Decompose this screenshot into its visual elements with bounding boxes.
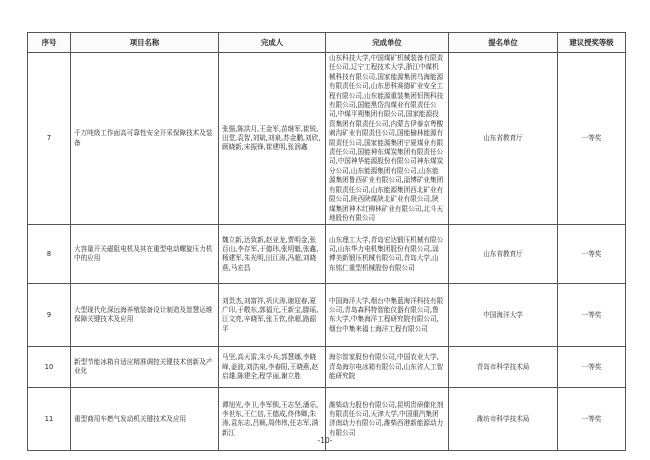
page-number: -10- <box>317 436 333 445</box>
row-units: 潍柴动力股份有限公司,昆明贵研催化剂有限责任公司,天津大学,中国重汽集团济南动力有限公司,潍柴西港新能源动力有限公司 <box>326 388 449 451</box>
row-nominator: 山东省教育厅 <box>449 53 558 225</box>
row-no: 8 <box>28 225 71 284</box>
row-units: 中国海洋大学,烟台中集蓝海洋科技有限公司,青岛森科特智能仪器有限公司,鲁东大学,中集海洋工程研究院有限公司,烟台中集来福士海洋工程有限公司 <box>326 284 449 347</box>
row-people: 张强,陈洪月,王金军,苗继军,崔锐,田堂,袁智,刘斌,刘泉,苏金鹏,刘欣,顾晓新,宋振锋,崔建明,张润鑫 <box>219 53 326 225</box>
table-row <box>28 347 626 388</box>
header-no: 序号 <box>28 33 71 53</box>
row-nominator: 潍坊市科学技术局 <box>449 388 558 451</box>
row-nominator: 山东省教育厅 <box>449 225 558 284</box>
row-no: 10 <box>28 347 71 388</box>
row-nominator: 青岛市科学技术局 <box>449 347 558 388</box>
row-people: 马坚,高天雷,朱小兵,郭慧娜,李晓峰,姜波,刘浩泉,李春阳,王晓燕,赵启雄,陈建全,程学丽,谢立胜 <box>219 347 326 388</box>
row-no: 7 <box>28 53 71 225</box>
row-grade: 一等奖 <box>558 284 626 347</box>
row-project: 千万吨级工作面高可靠性安全开采保障技术及装备 <box>71 53 219 225</box>
row-project: 大容量开关磁阻电机及其在重型电动螺旋压力机中的应用 <box>71 225 219 284</box>
header-units: 完成单位 <box>326 33 449 53</box>
row-units: 山东理工大学,青岛宏达锻压机械有限公司,山东华力电机集团股份有限公司,淄博美新锻压机械有限公司,青岛大学,山东铭仁重型机械股份有限公司 <box>326 225 449 284</box>
row-grade: 一等奖 <box>558 347 626 388</box>
row-grade: 一等奖 <box>558 225 626 284</box>
row-people: 谭旭光,李卫,李军锁,王志坚,潘乐,李世东,王仁信,王德成,佟伟卿,朱涛,袁东志,吕顺,周伟伟,任志军,满新江 <box>219 388 326 451</box>
row-units: 海尔智家股份有限公司,中国农业大学,青岛海尔电冰箱有限公司,山东省人工智能研究院 <box>326 347 449 388</box>
row-units: 山东科技大学,中国煤矿机械装备有限责任公司,辽宁工程技术大学,浙江中煤机械科技有限公司,国家能源集团乌海能源有限责任公司,山东思科赛德矿业安全工程有限公司,山东能源重装集团恒图科技有限公司,国能黑岱沟煤业有限责任公司,中煤平朔集团有限公司,国家能源投资集团有限责任公司,内蒙古伊泰京粤酸刺沟矿业有限责任公司,国能榆林能源有限责任公司,国家能源集团宁夏煤业有限责任公司,国能神东煤炭集团有限责任公司,中国神华能源股份有限公司神东煤炭分公司,山东能源集团有限公司,山东能源集团鲁西矿业有限公司,淄博矿业集团有限责任公司,山东能源集团西北矿业有限公司,陕西陕煤陕北矿业有限公司,陕煤集团神木红柳林矿业有限公司,北斗天地股份有限公司 <box>326 53 449 225</box>
row-project: 重型商用车燃气发动机关键技术及应用 <box>71 388 219 451</box>
row-no: 9 <box>28 284 71 347</box>
table-row <box>28 284 626 347</box>
award-table <box>27 32 626 451</box>
row-no: 11 <box>28 388 71 451</box>
row-grade: 一等奖 <box>558 53 626 225</box>
table-row <box>28 53 626 225</box>
header-people: 完成人 <box>219 33 326 53</box>
row-project: 新型节能冰箱自适应精准调控关键技术创新及产业化 <box>71 347 219 388</box>
header-grade: 建议授奖等级 <box>558 33 626 53</box>
table-header-row <box>28 33 626 53</box>
header-nominator: 提名单位 <box>449 33 558 53</box>
row-project: 大型现代化深远海养殖装备设计制造及智慧运维保障关键技术及应用 <box>71 284 219 347</box>
row-nominator: 中国海洋大学 <box>449 284 558 347</box>
table-row <box>28 225 626 284</box>
row-people: 魏立新,达致新,赵亚龙,贾明金,张百山,李存军,于德玮,张明魁,张鑫,杨建军,朱光明,田江涛,冯超,刘晓燕,马宏昌 <box>219 225 326 284</box>
header-project: 项目名称 <box>71 33 219 53</box>
row-grade: 一等奖 <box>558 388 626 451</box>
row-people: 刘贵杰,刘富祥,巩庆涛,谢迎春,夏广印,于敬东,郭福元,王新宝,滕瑶,江文亮,辛晓军,张玉钦,徐超,路韶平 <box>219 284 326 347</box>
